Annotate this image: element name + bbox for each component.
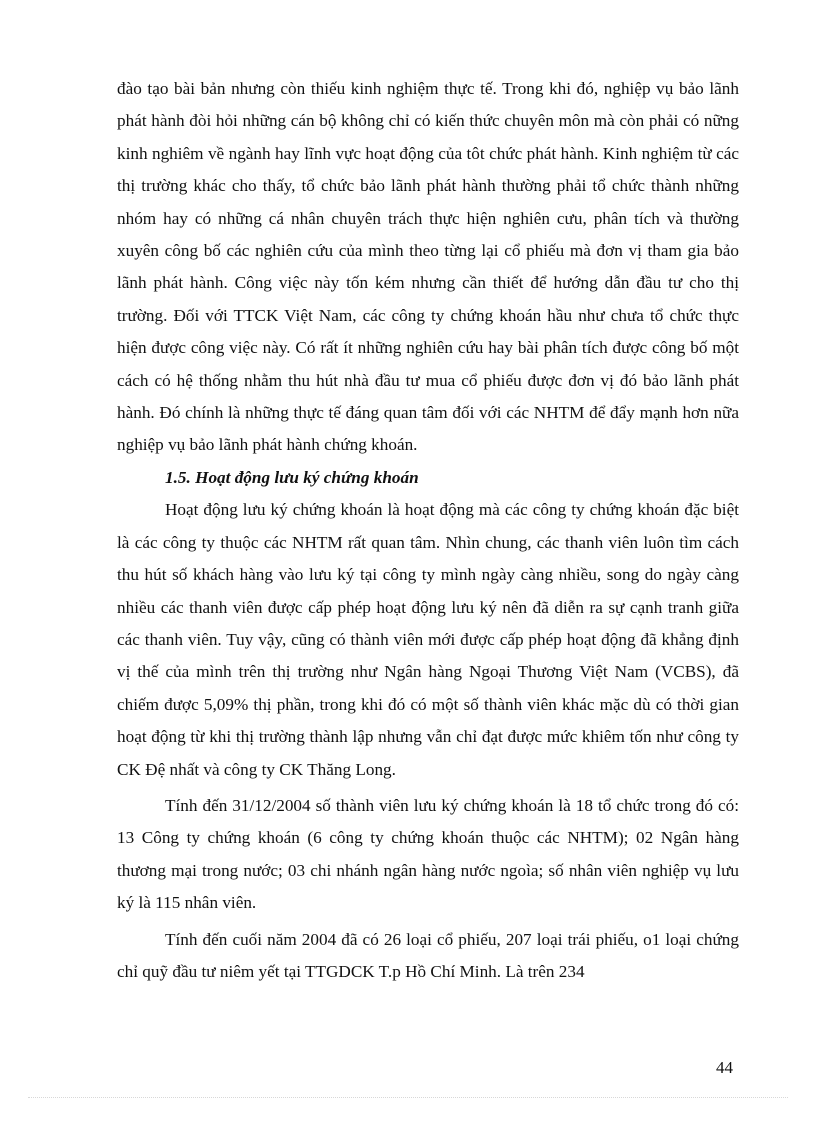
page-number: 44 <box>716 1058 733 1077</box>
paragraph-custody-overview: Hoạt động lưu ký chứng khoán là hoạt động mà các công ty chứng khoán đặc biệt là các công ty thuộc các NHTM rất quan tâm. Nhìn chung, các thanh viên luôn tìm cách thu hút số khách hàng vào lưu ký tại công ty mình ngày càng nhiều, song do ngày càng nhiều các thanh viên được cấp phép hoạt động lưu ký nên đã diễn ra sự cạnh tranh giữa các thanh viên. Tuy vậy, cũng có thành viên mới được cấp phép hoạt động đã khẳng định vị thế của mình trên thị trường như Ngân hàng Ngoại Thương Việt Nam (VCBS), đã chiếm được 5,09% thị phần, trong khi đó có một số thành viên khác mặc dù có thời gian hoạt động từ khi thị trường thành lập nhưng vẫn chỉ đạt được mức khiêm tốn như công ty CK Đệ nhất và công ty CK Thăng Long. <box>117 500 739 779</box>
page-body <box>117 73 739 988</box>
page-bottom-divider <box>28 1097 788 1098</box>
intro-paragraph: đào tạo bài bản nhưng còn thiếu kinh nghiệm thực tế. Trong khi đó, nghiệp vụ bảo lãnh phát hành đòi hỏi những cán bộ không chỉ có kiến thức chuyên môn mà còn phải có nững kinh nghiêm về ngành hay lĩnh vực hoạt động của tôt chức phát hành. Kinh nghiệm từ các thị trường khác cho thấy, tổ chức bảo lãnh phát hành thường phải tổ chức thành những nhóm hay có những cá nhân chuyên trách thực hiện nghiên cưu, phân tích và thường xuyên công bố các nghiên cứu của mình theo từng lại cổ phiếu mà đơn vị tham gia bảo lãnh phát hành. Công việc này tốn kém nhưng cần thiết để hướng dẫn đầu tư cho thị trường. Đối với TTCK Việt Nam, các công ty chứng khoán hầu như chưa tổ chức thực hiện được công việc này. Có rất ít những nghiên cứu hay bài phân tích được công bố một cách có hệ thống nhằm thu hút nhà đầu tư mua cổ phiếu được đơn vị đó bảo lãnh phát hành. Đó chính là những thực tế đáng quan tâm đối với các NHTM để đẩy mạnh hơn nữa nghiệp vụ bảo lãnh phát hành chứng khoán. <box>117 79 739 455</box>
section-heading: 1.5. Hoạt động lưu ký chứng khoán <box>165 467 419 487</box>
paragraph-custody-members: Tính đến 31/12/2004 số thành viên lưu ký chứng khoán là 18 tổ chức trong đó có: 13 Công ty chứng khoán (6 công ty chứng khoán thuộc các NHTM); 02 Ngân hàng thương mại trong nước; 03 chi nhánh ngân hàng nước ngoìa; số nhân viên nghiệp vụ lưu ký là 115 nhân viên. <box>117 795 739 913</box>
paragraph-listed-securities: Tính đến cuối năm 2004 đã có 26 loại cổ phiếu, 207 loại trái phiếu, o1 loại chứng chỉ quỹ đầu tư niêm yết tại TTGDCK T.p Hồ Chí Minh. Là trên 234 <box>117 929 739 981</box>
